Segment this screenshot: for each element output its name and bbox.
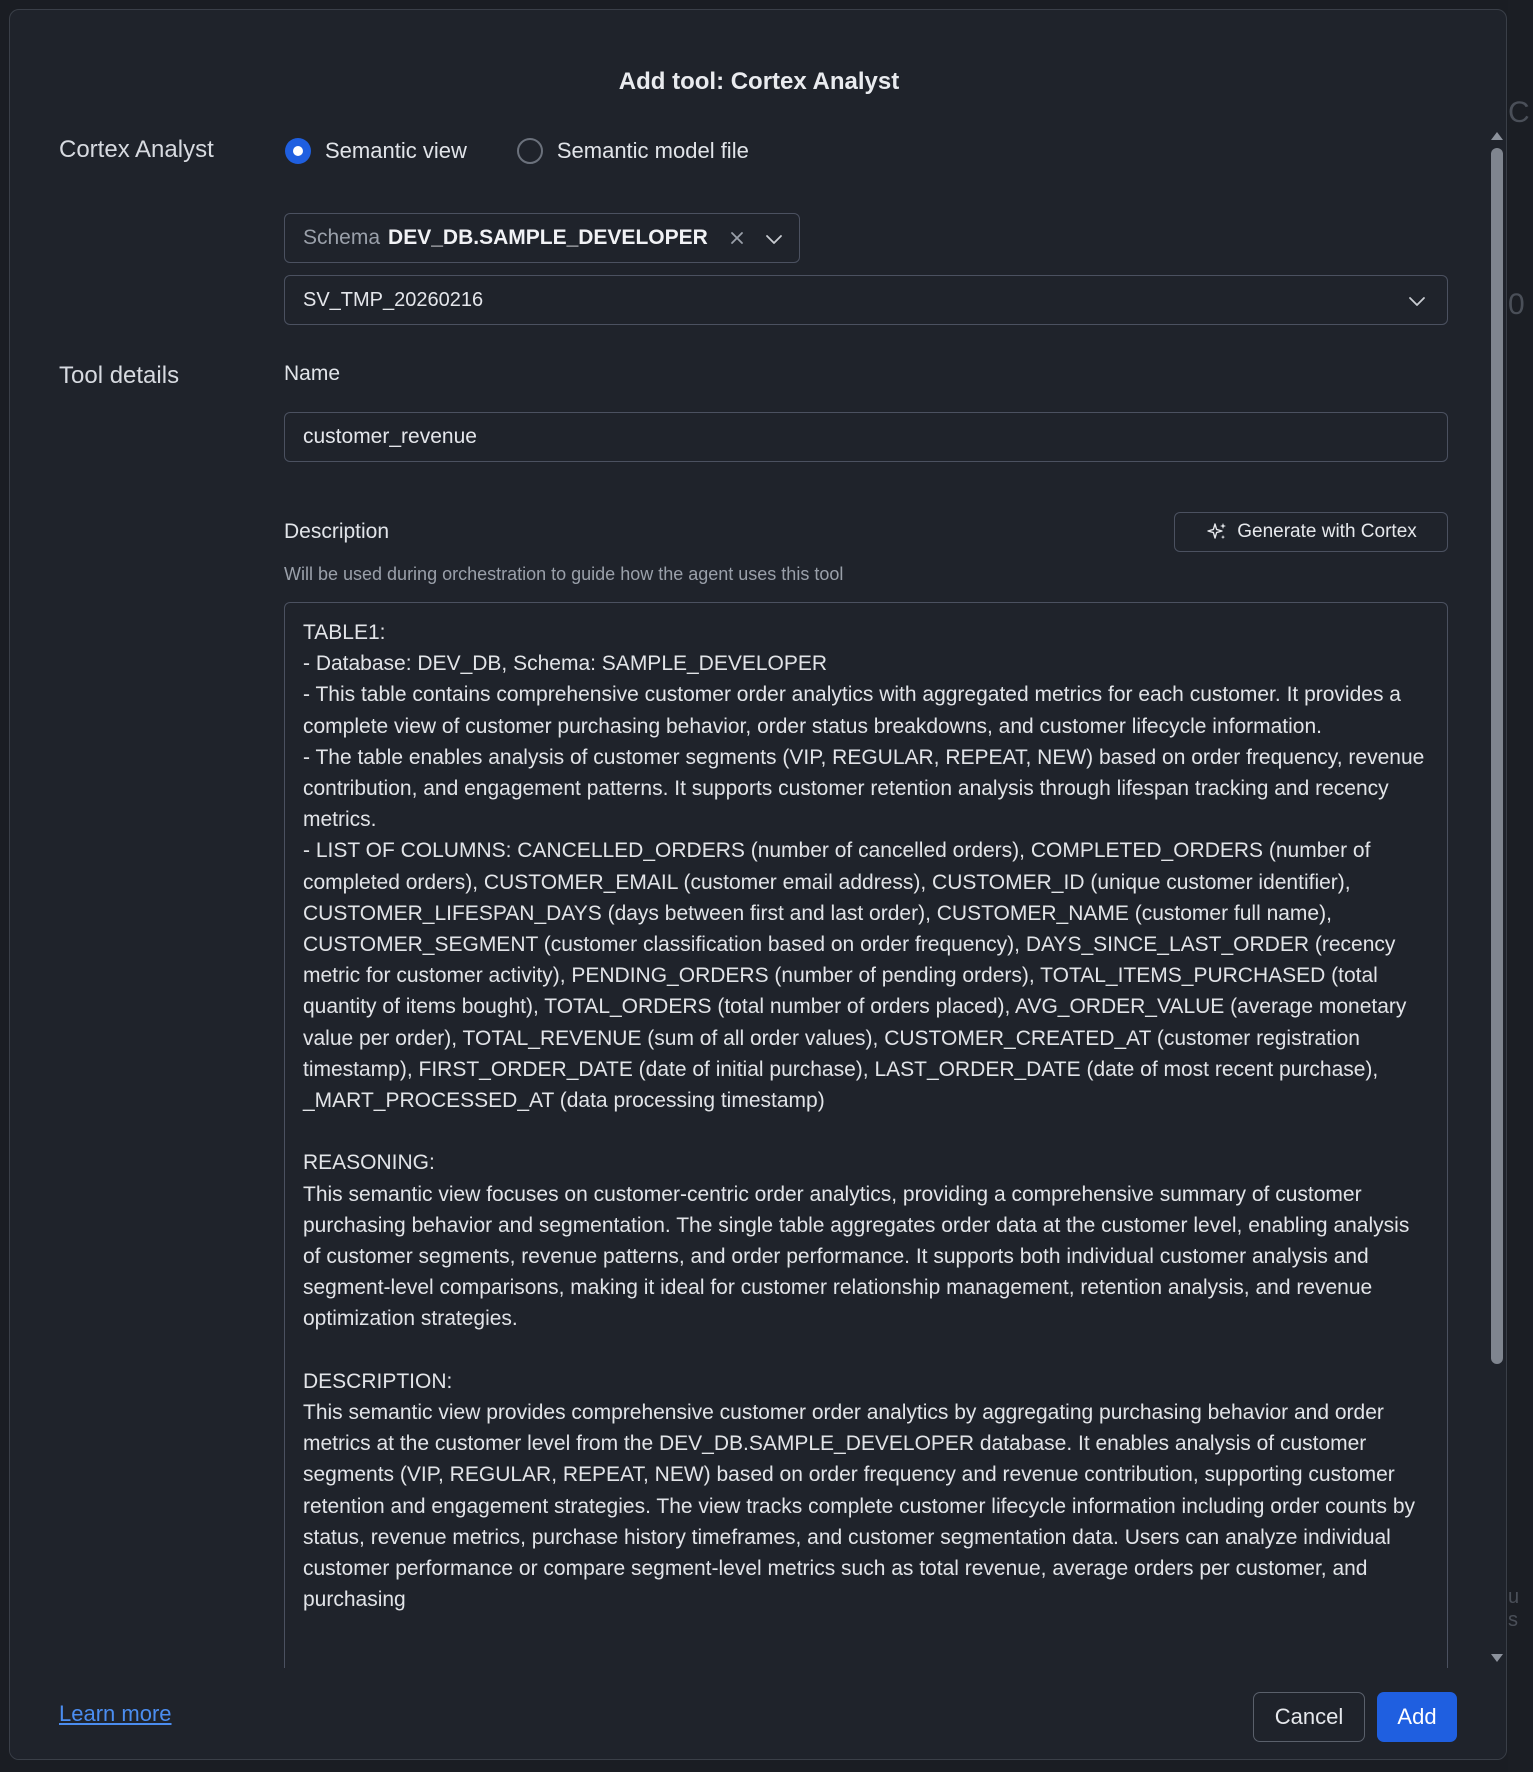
dialog-scrollbar[interactable] (1490, 132, 1504, 1662)
scroll-down-arrow-icon[interactable] (1491, 1654, 1503, 1662)
semantic-view-select[interactable] (284, 275, 1448, 325)
dialog-body[interactable] (10, 120, 1507, 1668)
name-input[interactable] (284, 412, 1448, 462)
generate-button-label: Generate with Cortex (1237, 521, 1417, 542)
name-label: Name (284, 362, 341, 385)
schema-value: DEV_DB.SAMPLE_DEVELOPER (388, 226, 708, 249)
background-page (1508, 0, 1533, 1772)
schema-prefix: Schema (303, 226, 381, 249)
sparkle-icon (1205, 520, 1229, 544)
chevron-down-icon (1405, 289, 1429, 313)
background-glyph: C (1508, 96, 1530, 129)
radio-semantic-view[interactable] (285, 138, 467, 164)
source-radio-group (285, 136, 799, 166)
radio-checked-icon (285, 138, 311, 164)
learn-more-link[interactable]: Learn more (59, 1701, 172, 1726)
radio-unchecked-icon (517, 138, 543, 164)
chevron-down-icon[interactable] (762, 227, 786, 251)
radio-semantic-model-file[interactable] (517, 138, 749, 164)
background-glyph: 0 (1508, 288, 1525, 321)
radio-label: Semantic model file (556, 138, 749, 163)
add-tool-dialog (9, 9, 1507, 1760)
description-textarea[interactable]: TABLE1: - Database: DEV_DB, Schema: SAMPLE_DEVELOPER - This table contains comprehensive customer order analytics with aggregated metrics for each customer. It provides a complete view of customer purchasing behavior, order status breakdowns, and customer lifecycle information. - The table enables analysis of customer segments (VIP, REGULAR, REPEAT, NEW) based on order frequency, revenue contribution, and engagement patterns. It supports customer retention analysis through lifespan tracking and recency metrics. - LIST OF COLUMNS: CANCELLED_ORDERS (number of cancelled orders), COMPLETED_ORDERS (number of completed orders), CUSTOMER_EMAIL (customer email address), CUSTOMER_ID (unique customer identifier), CUSTOMER_LIFESPAN_DAYS (days between first and last order), CUSTOMER_NAME (customer full name), CUSTOMER_SEGMENT (customer classification based on order frequency), DAYS_SINCE_LAST_ORDER (recency metric for customer activity), PENDING_ORDERS (number of pending orders), TOTAL_ITEMS_PURCHASED (total quantity of items bought), TOTAL_ORDERS (total number of orders placed), AVG_ORDER_VALUE (average monetary value per order), TOTAL_REVENUE (sum of all order values), CUSTOMER_CREATED_AT (customer registration timestamp), FIRST_ORDER_DATE (date of initial purchase), LAST_ORDER_DATE (date of most recent purchase), _MART_PROCESSED_AT (data processing timestamp) REASONING: This semantic view focuses on customer-centric order analytics, providing a comprehensive summary of customer purchasing behavior and segmentation. The single table aggregates order data at the customer level, enabling analysis of customer segments, revenue patterns, and order performance. It supports both individual customer analysis and segment-level comparisons, making it ideal for customer relationship management, retention analysis, and revenue optimization strategies. DESCRIPTION: This semantic view provides comprehensive customer order analytics by aggregating purchasing behavior and order metrics at the customer level from the DEV_DB.SAMPLE_DEVELOPER database. It enables analysis of customer segments (VIP, REGULAR, REPEAT, NEW) based on order frequency and revenue contribution, supporting customer retention and engagement strategies. The view tracks complete customer lifecycle information including order counts by status, revenue metrics, purchase history timeframes, and customer segmentation data. Users can analyze individual customer performance or compare segment-level metrics such as total revenue, average orders per customer, and purchasing (284, 602, 1448, 1668)
add-button[interactable]: Add (1377, 1692, 1457, 1742)
semantic-view-value: SV_TMP_20260216 (303, 288, 484, 311)
tool-details-section-label: Tool details (59, 362, 180, 389)
close-icon[interactable] (725, 226, 749, 250)
description-label: Description (284, 520, 390, 543)
dialog-title: Add tool: Cortex Analyst (618, 68, 900, 95)
scroll-up-arrow-icon[interactable] (1491, 132, 1503, 140)
description-helper-text: Will be used during orchestration to guide how the agent uses this tool (284, 564, 844, 584)
radio-label: Semantic view (325, 138, 467, 163)
generate-with-cortex-button[interactable] (1174, 512, 1448, 552)
scrollbar-thumb[interactable] (1491, 148, 1503, 1364)
dialog-footer (10, 1668, 1507, 1760)
cortex-analyst-section-label: Cortex Analyst (59, 136, 214, 163)
background-glyph: u s (1508, 1586, 1520, 1631)
schema-select[interactable] (284, 213, 800, 263)
cancel-button[interactable]: Cancel (1253, 1692, 1365, 1742)
